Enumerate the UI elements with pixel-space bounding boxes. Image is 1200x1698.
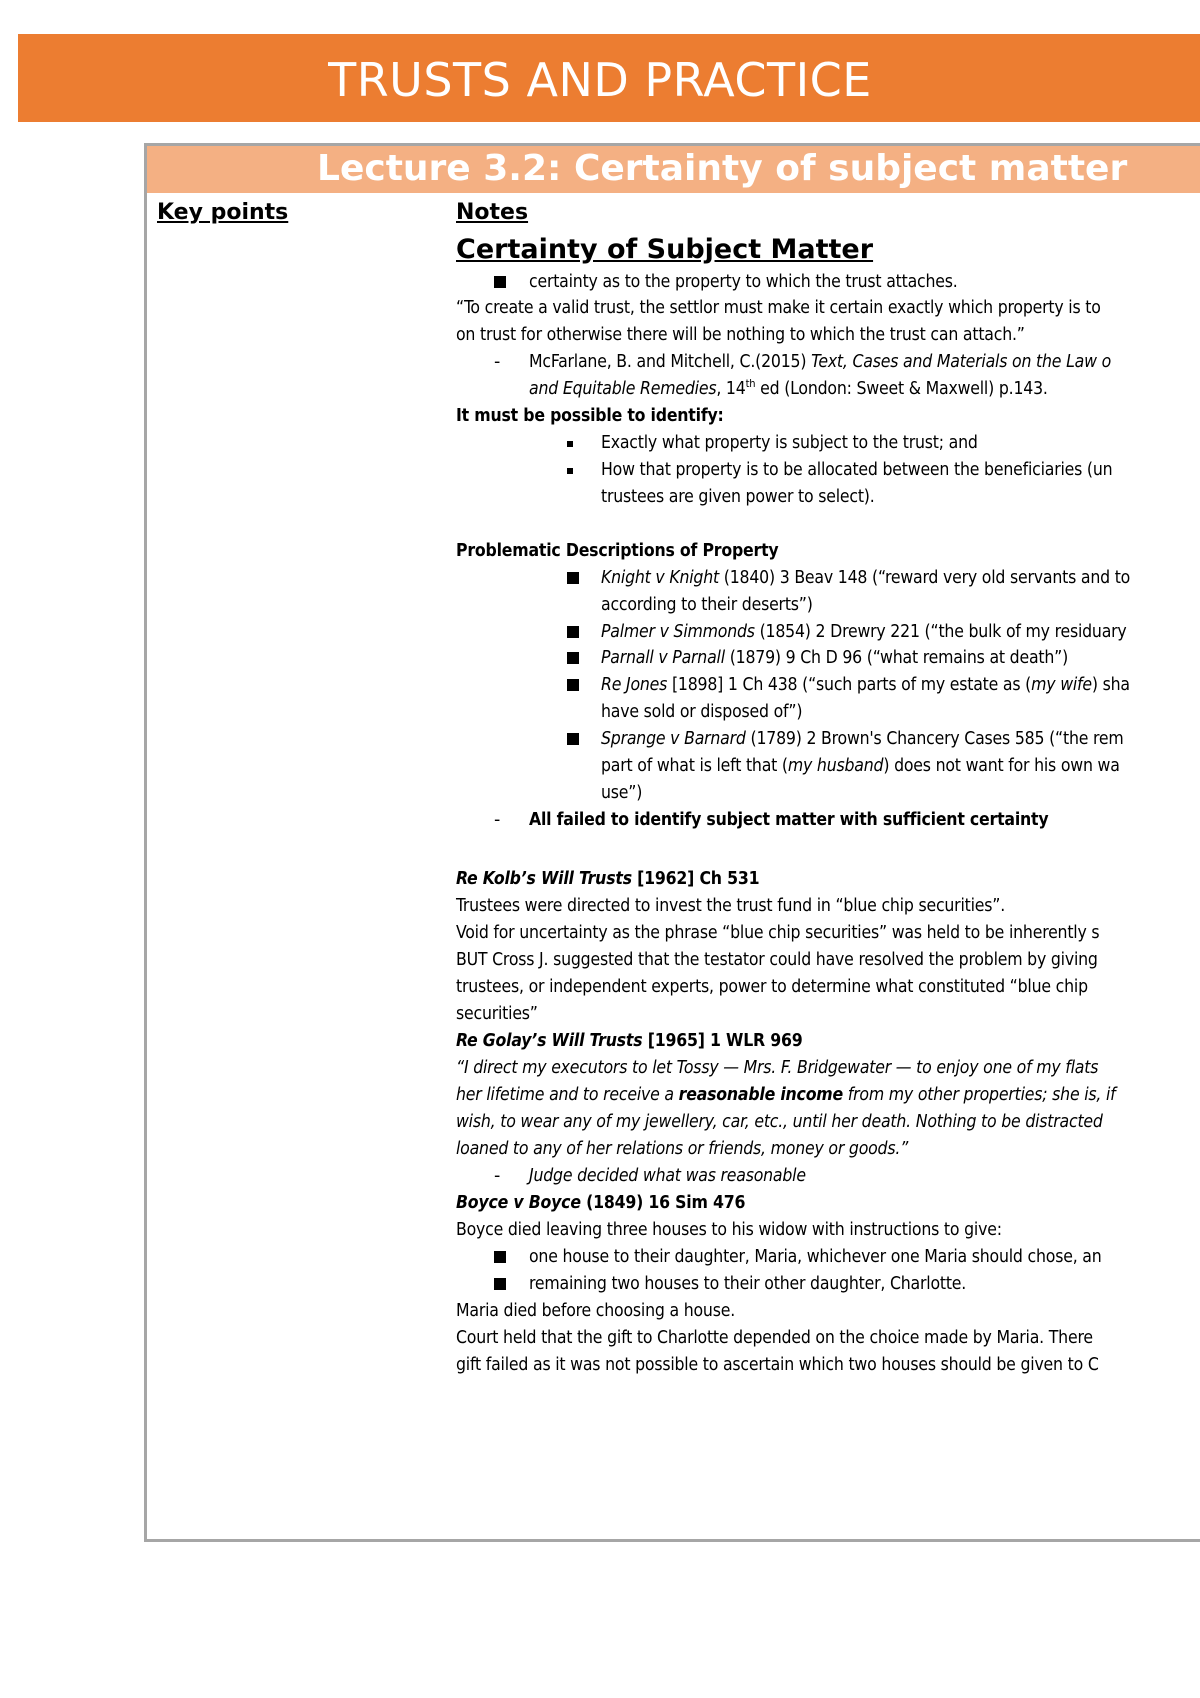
case-detail: (1879) 9 Ch D 96 (“what remains at death”): [724, 648, 1069, 668]
case-item: [601, 646, 1068, 670]
identify-heading: [456, 404, 724, 428]
paragraph-line: Trustees were directed to invest the trust fund in “blue chip securities”.: [456, 896, 1006, 916]
square-bullet-icon: [567, 626, 579, 638]
square-bullet-icon: [494, 276, 506, 288]
case-detail: (1840) 3 Beav 148 (“reward very old servants and to: [718, 568, 1131, 588]
paragraph-line: gift failed as it was not possible to ascertain which two houses should be given to C: [456, 1355, 1099, 1375]
citation-title: Text, Cases and Materials on the Law o: [811, 352, 1111, 372]
square-bullet-icon: [567, 679, 579, 691]
bullet-text: remaining two houses to their other daughter, Charlotte.: [529, 1274, 967, 1294]
citation-title-cont: and Equitable Remedies: [529, 379, 717, 399]
conclusion-text: All failed to identify subject matter with sufficient certainty: [529, 810, 1049, 830]
case-detail-italic: my wife: [1031, 675, 1092, 695]
case-heading-name: Re Golay’s Will Trusts: [456, 1031, 643, 1051]
square-bullet-icon: [494, 1278, 506, 1290]
case-detail: (1854) 2 Drewry 221 (“the bulk of my residuary: [754, 622, 1127, 642]
citation-edition: , 14: [716, 379, 746, 399]
quote-text: “I direct my executors to let Tossy — Mrs. F. Bridgewater — to enjoy one of my flats: [456, 1058, 1099, 1078]
case-name: Re Jones: [601, 675, 668, 695]
quote-text: wish, to wear any of my jewellery, car, etc., until her death. Nothing to be distracted: [456, 1112, 1103, 1132]
quote-line: [456, 1110, 1103, 1134]
quote-text: from my other properties; she is, if: [843, 1085, 1116, 1105]
case-item: [601, 620, 1127, 644]
quote-line: [456, 1056, 1098, 1080]
case-item-cont: according to their deserts”): [601, 595, 813, 615]
paragraph-line: securities”: [456, 1004, 538, 1024]
case-detail-italic: my husband: [787, 756, 884, 776]
quote-line: “To create a valid trust, the settlor must make it certain exactly which property is to: [456, 298, 1101, 318]
case-item: [601, 727, 1124, 751]
identify-item: How that property is to be allocated between the beneficiaries (un: [601, 460, 1113, 480]
lecture-title: Lecture 3.2: Certainty of subject matter: [317, 148, 1128, 189]
case-detail: ) sha: [1091, 675, 1130, 695]
document-title: TRUSTS AND PRACTICE: [328, 53, 872, 107]
quote-text: her lifetime and to receive a: [456, 1085, 679, 1105]
dash-bullet-icon: -: [494, 1166, 501, 1186]
paragraph-line: Boyce died leaving three houses to his widow with instructions to give:: [456, 1220, 1002, 1240]
quote-line: on trust for otherwise there will be nothing to which the trust can attach.”: [456, 325, 1025, 345]
citation-line: [529, 377, 1048, 401]
case-detail: ) does not want for his own wa: [883, 756, 1120, 776]
problematic-heading: [456, 539, 778, 563]
note-text: Judge decided what was reasonable: [529, 1166, 806, 1186]
notes-header: Notes: [456, 200, 529, 225]
dash-bullet-icon: -: [494, 352, 501, 372]
case-heading-cite: (1849) 16 Sim 476: [580, 1193, 746, 1213]
paragraph-line: trustees, or independent experts, power to determine what constituted “blue chip: [456, 977, 1088, 997]
case-item-cont: have sold or disposed of”): [601, 702, 803, 722]
paragraph-line: Void for uncertainty as the phrase “blue chip securities” was held to be inherently s: [456, 923, 1100, 943]
case-name: Parnall v Parnall: [601, 648, 725, 668]
key-points-header: Key points: [157, 200, 289, 225]
quote-line: [456, 1083, 1116, 1107]
identify-heading-text: It must be possible to identify:: [456, 406, 724, 426]
case-heading: [456, 1029, 803, 1053]
case-name: Sprange v Barnard: [601, 729, 746, 749]
conclusion: [529, 808, 1048, 832]
case-detail: (1789) 2 Brown's Chancery Cases 585 (“the rem: [745, 729, 1124, 749]
case-heading-name: Re Kolb’s Will Trusts: [456, 869, 632, 889]
case-heading-name: Boyce v Boyce: [456, 1193, 581, 1213]
paragraph-line: BUT Cross J. suggested that the testator could have resolved the problem by giving: [456, 950, 1098, 970]
case-item-cont: use”): [601, 783, 643, 803]
citation-authors: McFarlane, B. and Mitchell, C.(2015): [529, 352, 812, 372]
small-square-bullet-icon: [567, 441, 573, 447]
square-bullet-icon: [567, 652, 579, 664]
section-heading: Certainty of Subject Matter: [456, 234, 874, 265]
case-heading: [456, 1191, 745, 1215]
small-square-bullet-icon: [567, 468, 573, 474]
case-item-cont: [601, 754, 1120, 778]
quote-text: loaned to any of her relations or friends, money or goods.”: [456, 1139, 909, 1159]
citation-publisher: ed (London: Sweet & Maxwell) p.143.: [755, 379, 1048, 399]
quote-emphasis: reasonable income: [678, 1085, 843, 1105]
citation-sup: th: [745, 377, 756, 391]
dash-bullet-icon: -: [494, 810, 501, 830]
case-heading-cite: [1962] Ch 531: [631, 869, 760, 889]
square-bullet-icon: [567, 572, 579, 584]
quote-line: [456, 1137, 908, 1161]
square-bullet-icon: [567, 733, 579, 745]
square-bullet-icon: [494, 1251, 506, 1263]
case-heading: [456, 867, 759, 891]
bullet-text: certainty as to the property to which the trust attaches.: [529, 272, 958, 292]
problematic-heading-text: Problematic Descriptions of Property: [456, 541, 779, 561]
citation-line: [529, 350, 1111, 374]
case-name: Palmer v Simmonds: [601, 622, 755, 642]
bullet-text: one house to their daughter, Maria, whichever one Maria should chose, an: [529, 1247, 1102, 1267]
case-item: [601, 566, 1130, 590]
case-name: Knight v Knight: [601, 568, 719, 588]
case-detail: [1898] 1 Ch 438 (“such parts of my estate as (: [667, 675, 1032, 695]
paragraph-line: Court held that the gift to Charlotte depended on the choice made by Maria. There: [456, 1328, 1093, 1348]
note-line: [529, 1164, 806, 1188]
identify-item-cont: trustees are given power to select).: [601, 487, 875, 507]
paragraph-line: Maria died before choosing a house.: [456, 1301, 735, 1321]
case-heading-cite: [1965] 1 WLR 969: [642, 1031, 803, 1051]
case-item: [601, 673, 1130, 697]
case-detail: part of what is left that (: [601, 756, 788, 776]
identify-item: Exactly what property is subject to the trust; and: [601, 433, 978, 453]
